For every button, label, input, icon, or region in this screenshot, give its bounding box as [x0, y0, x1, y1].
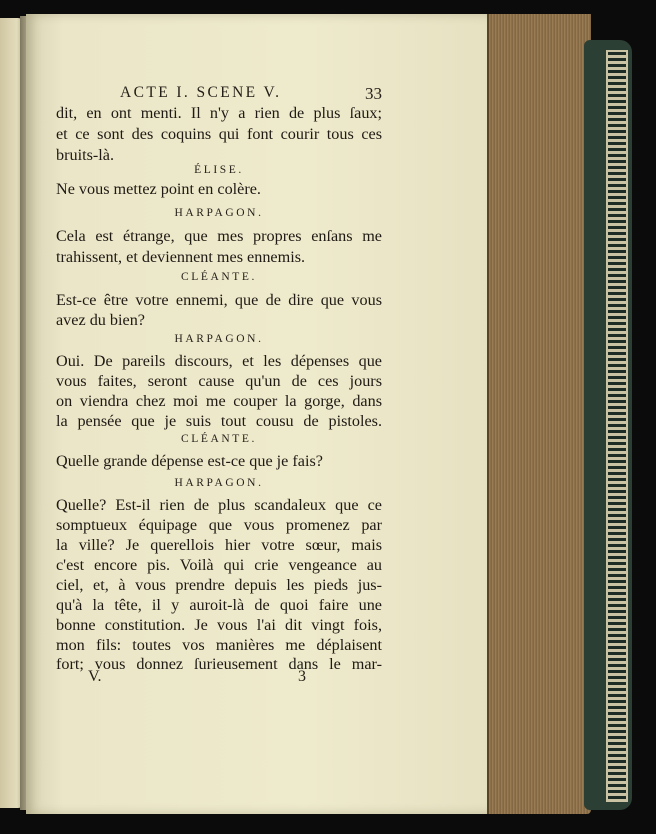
speaker-name: ÉLISE. — [194, 164, 244, 176]
text-line: la pensée que je suis tout cousu de pistoles. — [56, 412, 382, 430]
text-line: c'est encore pis. Voilà qui crie vengeance au — [56, 556, 382, 574]
speaker-name: HARPAGON. — [174, 207, 264, 219]
text-line: Quelle grande dépense est-ce que je fais? — [56, 452, 323, 470]
text-line: Cela est étrange, que mes propres enſans me — [56, 227, 382, 245]
text-line: qu'à la tête, il y auroit-là de quoi faire une — [56, 596, 382, 614]
signature-mark: V. — [88, 668, 102, 685]
page-number: 33 — [365, 84, 382, 103]
running-head-title: ACTE I. SCENE V. — [120, 84, 282, 101]
text-line: avez du bien? — [56, 311, 145, 329]
text-line: vous faites, seront cause qu'un de ces jours — [56, 372, 382, 390]
text-line: Ne vous mettez point en colère. — [56, 180, 261, 198]
text-line: Oui. De pareils discours, et les dépenses que — [56, 352, 382, 370]
gathering-number: 3 — [298, 668, 306, 685]
text-line: on viendra chez moi me couper la gorge, dans — [56, 392, 382, 410]
text-line: et ce sont des coquins qui font courir tous ces — [56, 125, 382, 143]
text-line: somptueux équipage que vous promenez par — [56, 516, 382, 534]
speaker-name: CLÉANTE. — [180, 433, 258, 445]
page-block-edges — [487, 14, 591, 814]
text-line: trahissent, et deviennent mes ennemis. — [56, 248, 306, 266]
text-line: Quelle? Est-il rien de plus scandaleux que ce — [56, 496, 382, 514]
text-line: Est-ce être votre ennemi, que de dire que vous — [56, 291, 382, 309]
text-line: ciel, et, à vous prendre depuis les pieds jus- — [56, 576, 382, 594]
speaker-name: HARPAGON. — [174, 477, 264, 489]
speaker-name: HARPAGON. — [174, 333, 264, 345]
text-line: bruits-là. — [56, 146, 114, 164]
text-line: la ville? Je querellois hier votre sœur, mais — [56, 536, 382, 554]
text-line: mon fils: toutes vos manières me déplaisent — [56, 636, 382, 654]
text-line: fort; vous donnez ſurieusement dans le mar- — [56, 655, 382, 673]
text-line: bonne constitution. Je vous l'ai dit vingt fois, — [56, 616, 382, 634]
text-line: dit, en ont menti. Il n'y a rien de plus ſaux; — [56, 104, 382, 122]
spine-greek-key-border — [606, 50, 628, 802]
speaker-name: CLÉANTE. — [180, 271, 258, 283]
